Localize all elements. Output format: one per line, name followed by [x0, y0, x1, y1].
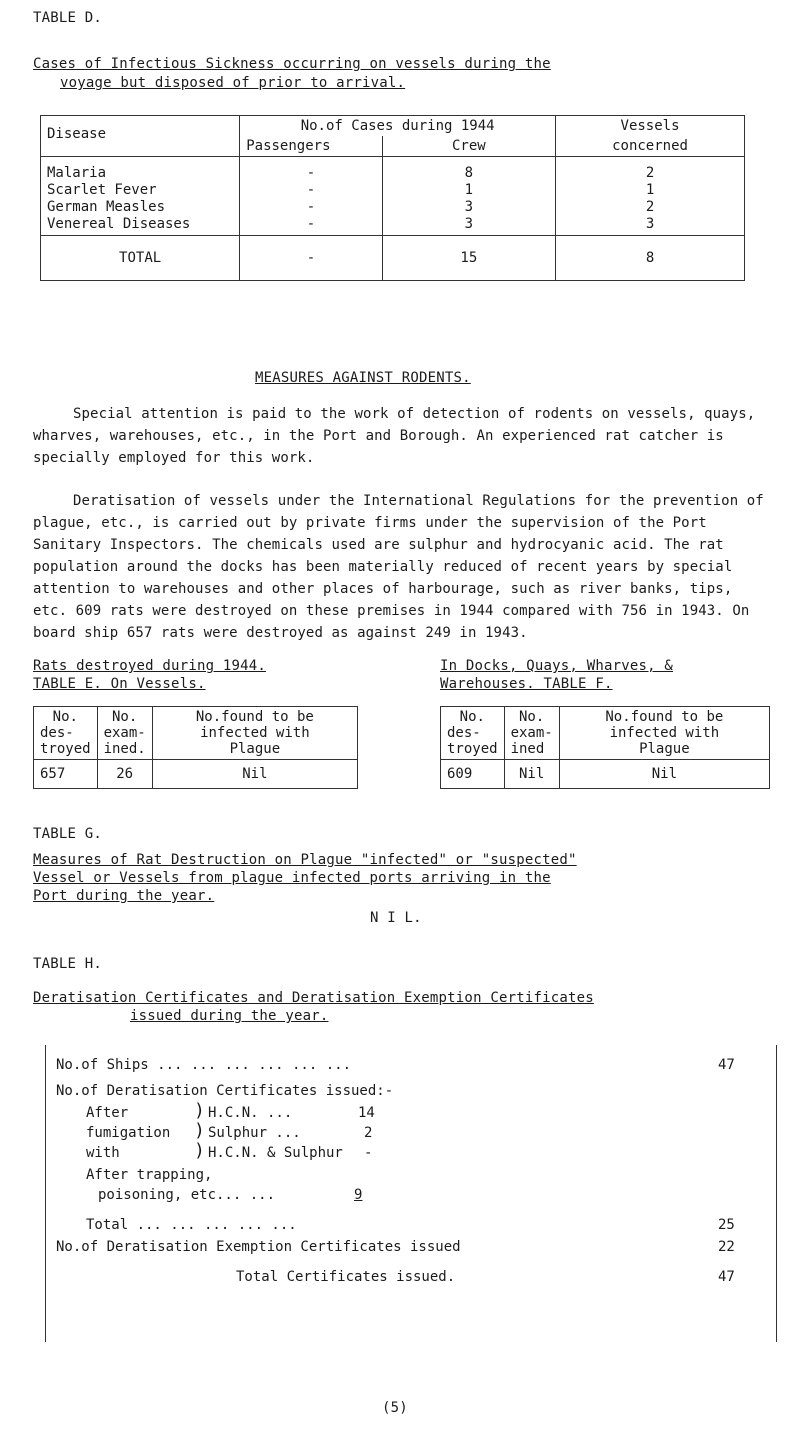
both-value: -	[364, 1145, 373, 1161]
header-no2: No.	[112, 709, 138, 725]
grand-total-label: Total Certificates issued.	[236, 1269, 456, 1285]
trapping-label: After trapping,	[86, 1167, 213, 1183]
col-vessels-1: Vessels	[556, 116, 745, 137]
header-found-2: infected with	[200, 725, 310, 741]
passengers-value: -	[306, 216, 316, 232]
table-f-heading-1: In Docks, Quays, Wharves, &	[440, 658, 673, 674]
total-label: Total ... ... ... ... ...	[86, 1217, 297, 1233]
fumigation-label: fumigation	[86, 1125, 171, 1141]
hcn-value: 14	[358, 1105, 375, 1121]
header-ined: ined.	[103, 741, 146, 757]
table-h-label: TABLE H.	[33, 956, 103, 972]
col-vessels-2: concerned	[556, 136, 745, 157]
header-ined: ined	[510, 741, 545, 757]
vessels-value: 2	[645, 165, 655, 181]
header-found-3: Plague	[639, 741, 690, 757]
rodents-heading: MEASURES AGAINST RODENTS.	[255, 370, 471, 386]
total-value: 25	[718, 1217, 735, 1233]
col-cases: No.of Cases during 1944	[240, 116, 556, 137]
rats-examined-docks: Nil	[504, 760, 559, 789]
passengers-value: -	[306, 182, 316, 198]
ships-label: No.of Ships ... ... ... ... ... ...	[56, 1057, 352, 1073]
rats-infected-vessels: Nil	[152, 760, 357, 789]
table-g-value: N I L.	[370, 910, 422, 926]
header-troyed: troyed	[40, 741, 91, 757]
header-found-3: Plague	[229, 741, 281, 757]
table-g-line-3: Port during the year.	[33, 888, 215, 904]
header-found-2: infected with	[609, 725, 720, 741]
col-passengers: Passengers	[240, 136, 382, 157]
table-row	[41, 157, 240, 236]
vessels-value: 3	[645, 216, 655, 232]
total-vessels: 8	[556, 236, 745, 281]
crew-value: 3	[464, 216, 474, 232]
poisoning-value: 9	[354, 1187, 363, 1203]
passengers-value: -	[306, 165, 316, 181]
table-f	[440, 706, 770, 789]
exemption-label: No.of Deratisation Exemption Certificates issued	[56, 1239, 461, 1255]
table-f-heading-2: Warehouses. TABLE F.	[440, 676, 613, 692]
sulphur-label: Sulphur ...	[208, 1125, 301, 1141]
rats-examined-vessels: 26	[97, 760, 152, 789]
rodents-paragraph-1: Special attention is paid to the work of detection of rodents on vessels, quays, wharves, warehouses, etc., in the Port and Borough. An experienced rat catcher is specially employed for this work.	[33, 406, 756, 466]
page-number: (5)	[382, 1400, 408, 1416]
disease-name: Malaria	[47, 165, 107, 181]
sulphur-value: 2	[364, 1125, 373, 1141]
table-e	[33, 706, 358, 789]
passengers-value: -	[306, 199, 316, 215]
ships-value: 47	[718, 1057, 735, 1073]
poisoning-label: poisoning, etc... ...	[98, 1187, 276, 1203]
after-label: After	[86, 1105, 129, 1121]
table-g-line-2: Vessel or Vessels from plague infected ports arriving in the	[33, 870, 551, 886]
header-no2: No.	[519, 709, 545, 725]
table-h-line-1: Deratisation Certificates and Deratisation Exemption Certificates	[33, 990, 594, 1006]
header-troyed: troyed	[447, 741, 498, 757]
total-passengers: -	[240, 236, 382, 281]
total-label: TOTAL	[41, 236, 240, 281]
grand-total-value: 47	[718, 1269, 735, 1285]
hcn-label: H.C.N. ...	[208, 1105, 293, 1121]
exemption-value: 22	[718, 1239, 735, 1255]
brace: ) ) )	[194, 1100, 205, 1161]
table-g-label: TABLE G.	[33, 826, 103, 842]
rodents-paragraph-2: Deratisation of vessels under the International Regulations for the prevention of plague, etc., is carried out by private firms under the supervision of the Port Sanitary Inspectors. The chemicals used are sulphur and hydrocyanic acid. The rat population around the docks has been materially reduced of recent years by special attention to warehouses and other places of harbourage, such as river banks, tips, etc. 609 rats were destroyed on these premises in 1944 compared with 756 in 1943. On board ship 657 rats were destroyed as against 249 in 1943.	[33, 493, 764, 641]
crew-value: 3	[464, 199, 474, 215]
disease-name: Scarlet Fever	[47, 182, 157, 198]
table-d	[40, 115, 745, 281]
table-e-heading-1: Rats destroyed during 1944.	[33, 658, 266, 674]
header-no: No.	[52, 709, 78, 725]
table-e-heading-2: TABLE E. On Vessels.	[33, 676, 206, 692]
table-h-line-2: issued during the year.	[130, 1008, 329, 1024]
rats-destroyed-docks: 609	[441, 760, 505, 789]
header-exam: exam-	[103, 725, 146, 741]
table-d-heading-line2: voyage but disposed of prior to arrival.	[60, 75, 406, 91]
with-label: with	[86, 1145, 120, 1161]
col-disease: Disease	[41, 116, 240, 157]
header-des: des-	[447, 725, 481, 741]
crew-value: 8	[464, 165, 474, 181]
table-d-heading-line1: Cases of Infectious Sickness occurring on vessels during the	[33, 56, 551, 72]
crew-value: 1	[464, 182, 474, 198]
header-des: des-	[40, 725, 74, 741]
table-g-line-1: Measures of Rat Destruction on Plague "infected" or "suspected"	[33, 852, 577, 868]
disease-name: German Measles	[47, 199, 166, 215]
rats-infected-docks: Nil	[559, 760, 769, 789]
header-found-1: No.found to be	[605, 709, 724, 725]
rats-destroyed-vessels: 657	[34, 760, 98, 789]
vessels-value: 1	[645, 182, 655, 198]
header-found-1: No.found to be	[195, 709, 314, 725]
disease-name: Venereal Diseases	[47, 216, 191, 232]
col-crew: Crew	[382, 136, 555, 157]
both-label: H.C.N. & Sulphur	[208, 1145, 343, 1161]
vessels-value: 2	[645, 199, 655, 215]
header-exam: exam-	[510, 725, 553, 741]
table-d-label: TABLE D.	[33, 10, 103, 26]
total-crew: 15	[382, 236, 555, 281]
header-no: No.	[459, 709, 485, 725]
certificates-box	[45, 1045, 777, 1342]
derat-label: No.of Deratisation Certificates issued:-	[56, 1083, 394, 1099]
